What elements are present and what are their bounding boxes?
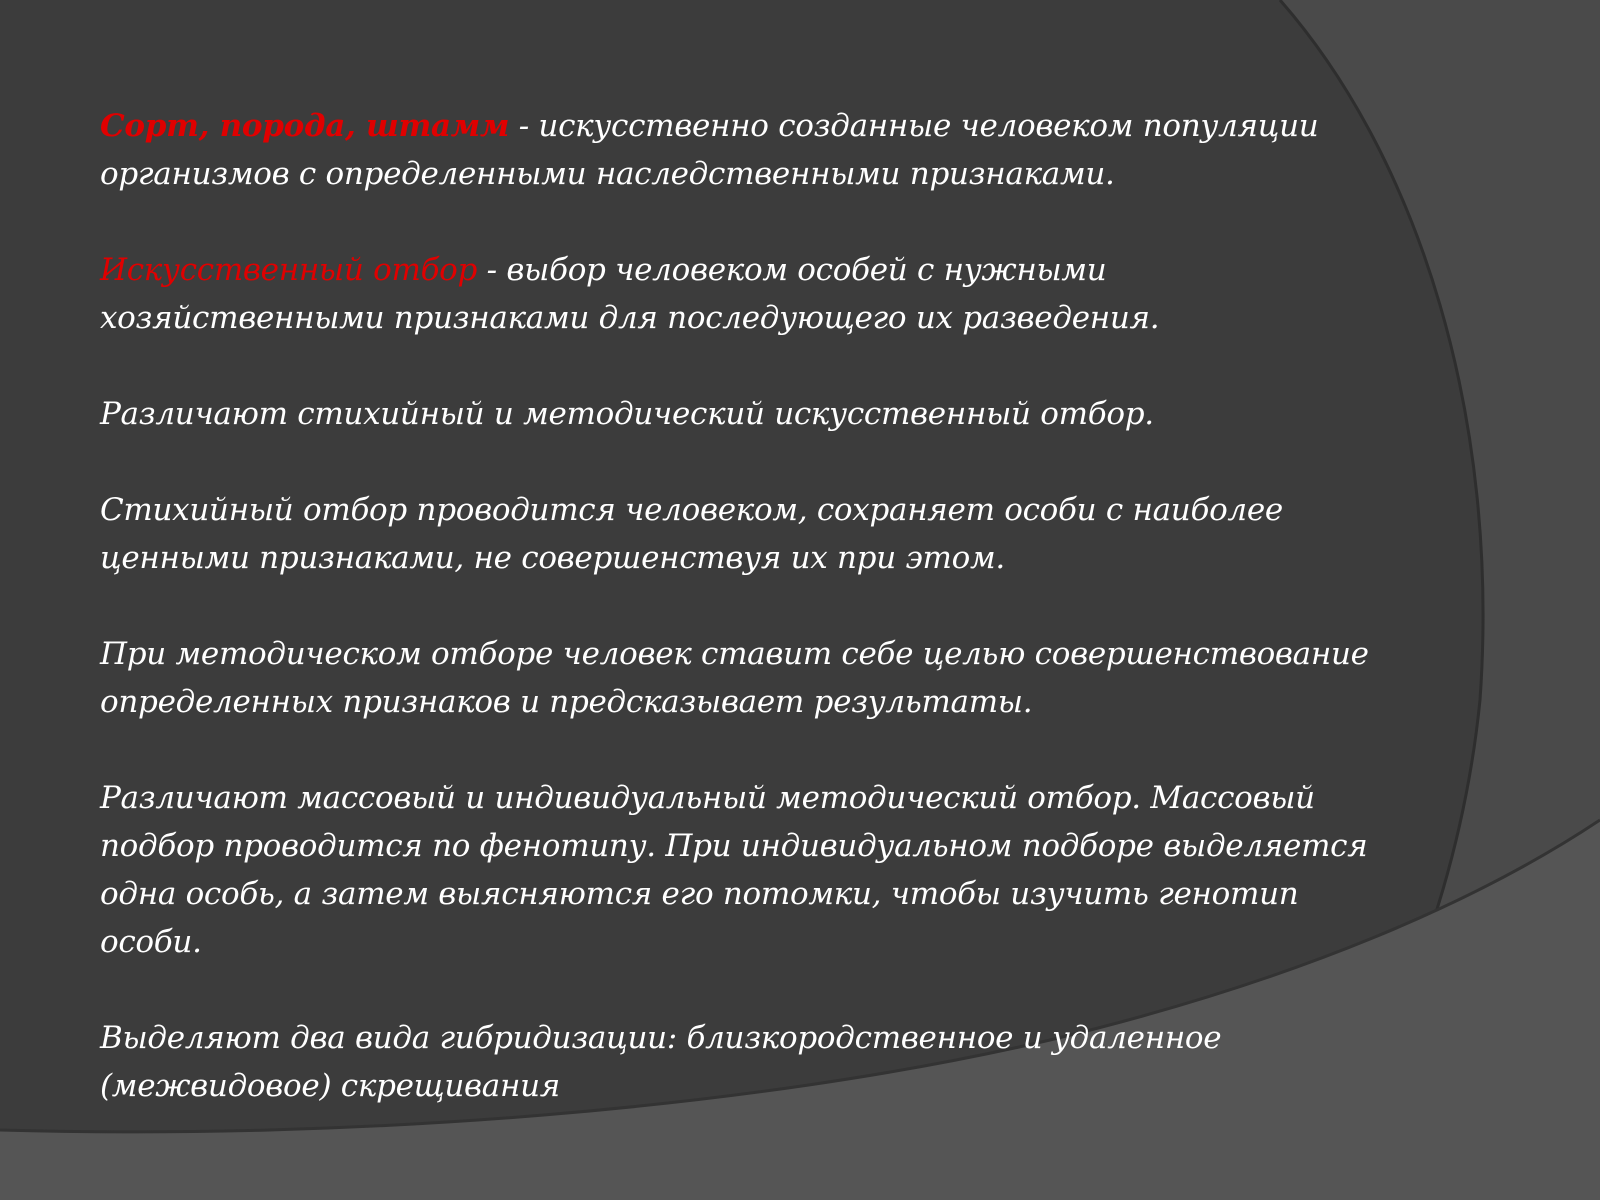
paragraph-text: Выделяют два вида гибридизации: близкородственное и удаленное (межвидовое) скрещивания bbox=[100, 1020, 1222, 1104]
term-artificial-selection: Искусственный отбор bbox=[100, 252, 478, 288]
definition-sort-breed-strain bbox=[100, 102, 1400, 198]
paragraph-text: При методическом отборе человек ставит себе целью совершенствование определенных признаков и предсказывает результаты. bbox=[100, 636, 1369, 720]
paragraph-methodical-selection bbox=[100, 630, 1400, 726]
term-sort-breed-strain: Сорт, порода, штамм bbox=[100, 108, 510, 144]
paragraph-text: Стихийный отбор проводится человеком, сохраняет особи с наиболее ценными признаками, не совершенствуя их при этом. bbox=[100, 492, 1283, 576]
paragraph-mass-individual-selection bbox=[100, 774, 1400, 966]
paragraph-selection-types bbox=[100, 390, 1400, 438]
definition-artificial-selection bbox=[100, 246, 1400, 342]
definition-text: - выбор человеком особей с нужными хозяйственными признаками для последующего их разведения. bbox=[100, 252, 1160, 336]
paragraph-spontaneous-selection bbox=[100, 486, 1400, 582]
slide-body bbox=[100, 102, 1400, 1110]
paragraph-hybridization bbox=[100, 1014, 1400, 1110]
paragraph-text: Различают массовый и индивидуальный методический отбор. Массовый подбор проводится по фенотипу. При индивидуальном подборе выделяется одна особь, а затем выясняются его потомки, чтобы изучить генотип особи. bbox=[100, 780, 1368, 960]
paragraph-text: Различают стихийный и методический искусственный отбор. bbox=[100, 396, 1154, 432]
definition-text: - искусственно созданные человеком популяции организмов с определенными наследственными признаками. bbox=[100, 108, 1319, 192]
